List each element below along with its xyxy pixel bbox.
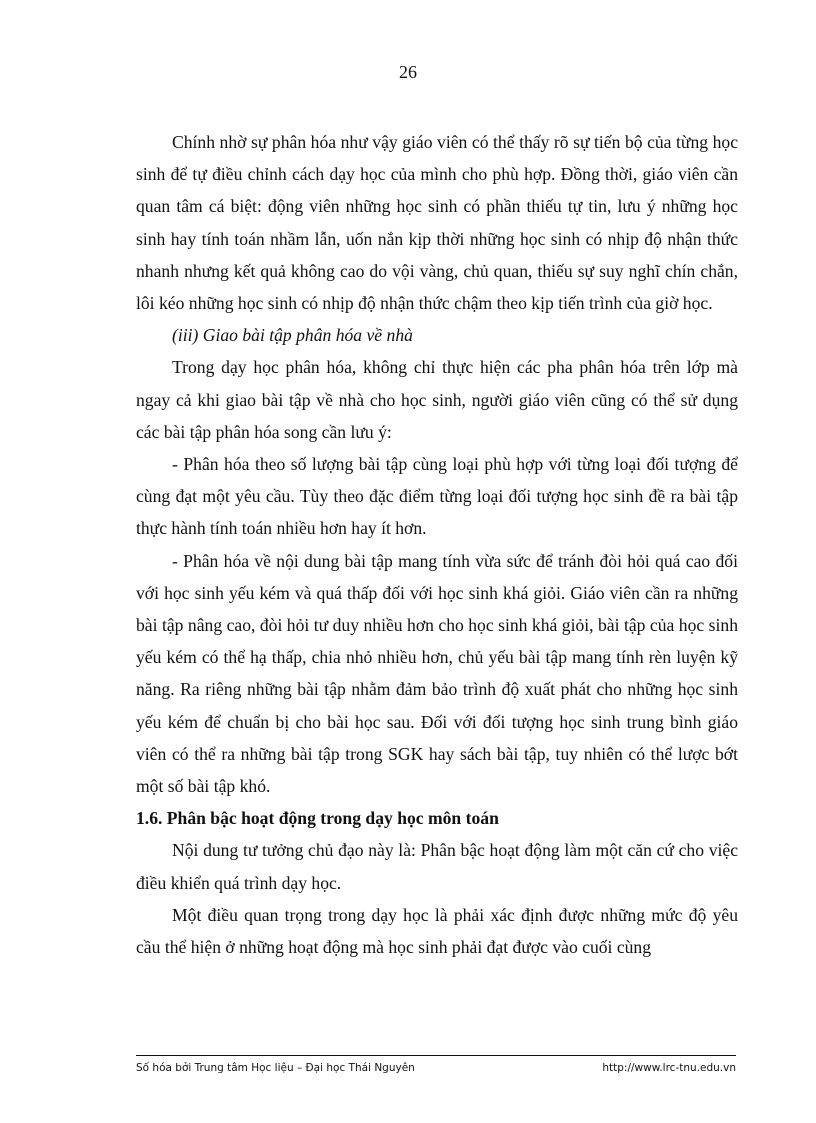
section-heading-1-6: 1.6. Phân bậc hoạt động trong dạy học môn toán: [136, 808, 499, 829]
page-number: 26: [399, 62, 417, 82]
document-body: [136, 126, 738, 963]
paragraph-main-idea: Nội dung tư tưởng chủ đạo này là: Phân bậc hoạt động làm một căn cứ cho việc điều khiển quá trình dạy học.: [136, 840, 738, 893]
subsection-title-homework: (iii) Giao bài tập phân hóa về nhà: [172, 325, 413, 346]
paragraph-requirement-levels: Một điều quan trọng trong dạy học là phải xác định được những mức độ yêu cầu thể hiện ở những hoạt động mà học sinh phải đạt được vào cuối cùng: [136, 904, 738, 958]
bullet-quantity-differentiation: - Phân hóa theo số lượng bài tập cùng loại phù hợp với từng loại đối tượng để cùng đạt một yêu cầu. Tùy theo đặc điểm từng loại đối tượng học sinh đề ra bài tập thực hành tính toán nhiều hơn hay ít hơn.: [136, 454, 738, 539]
footer: [136, 1062, 736, 1074]
footer-source: Số hóa bởi Trung tâm Học liệu – Đại học Thái Nguyên: [136, 1062, 415, 1074]
footer-divider: [136, 1055, 736, 1056]
paragraph-differentiation-progress: Chính nhờ sự phân hóa như vậy giáo viên có thể thấy rõ sự tiến bộ của từng học sinh để tự điều chỉnh cách dạy học của mình cho phù hợp. Đồng thời, giáo viên cần quan tâm cá biệt: động viên những học sinh có phần thiếu tự tin, lưu ý những học sinh hay tính toán nhầm lẫn, uốn nắn kịp thời những học sinh có nhịp độ nhận thức nhanh nhưng kết quả không cao do vội vàng, chủ quan, thiếu sự suy nghĩ chín chắn, lôi kéo những học sinh có nhịp độ nhận thức chậm theo kịp tiến trình của giờ học.: [136, 132, 738, 314]
bullet-content-differentiation: - Phân hóa về nội dung bài tập mang tính vừa sức để tránh đòi hỏi quá cao đối với học sinh yếu kém và quá thấp đối với học sinh khá giỏi. Giáo viên cần ra những bài tập nâng cao, đòi hỏi tư duy nhiều hơn cho học sinh khá giỏi, bài tập của học sinh yếu kém có thể hạ thấp, chia nhỏ nhiều hơn, chủ yếu bài tập mang tính rèn luyện kỹ năng. Ra riêng những bài tập nhằm đảm bảo trình độ xuất phát cho những học sinh yếu kém để chuẩn bị cho bài học sau. Đối với đối tượng học sinh trung bình giáo viên có thể ra những bài tập trong SGK hay sách bài tập, tuy nhiên có thể lược bớt một số bài tập khó.: [136, 550, 738, 797]
paragraph-homework-intro: Trong dạy học phân hóa, không chỉ thực hiện các pha phân hóa trên lớp mà ngay cả khi giao bài tập về nhà cho học sinh, người giáo viên cũng có thể sử dụng các bài tập phân hóa song cần lưu ý:: [136, 357, 738, 442]
footer-url: http://www.lrc-tnu.edu.vn: [602, 1062, 736, 1074]
